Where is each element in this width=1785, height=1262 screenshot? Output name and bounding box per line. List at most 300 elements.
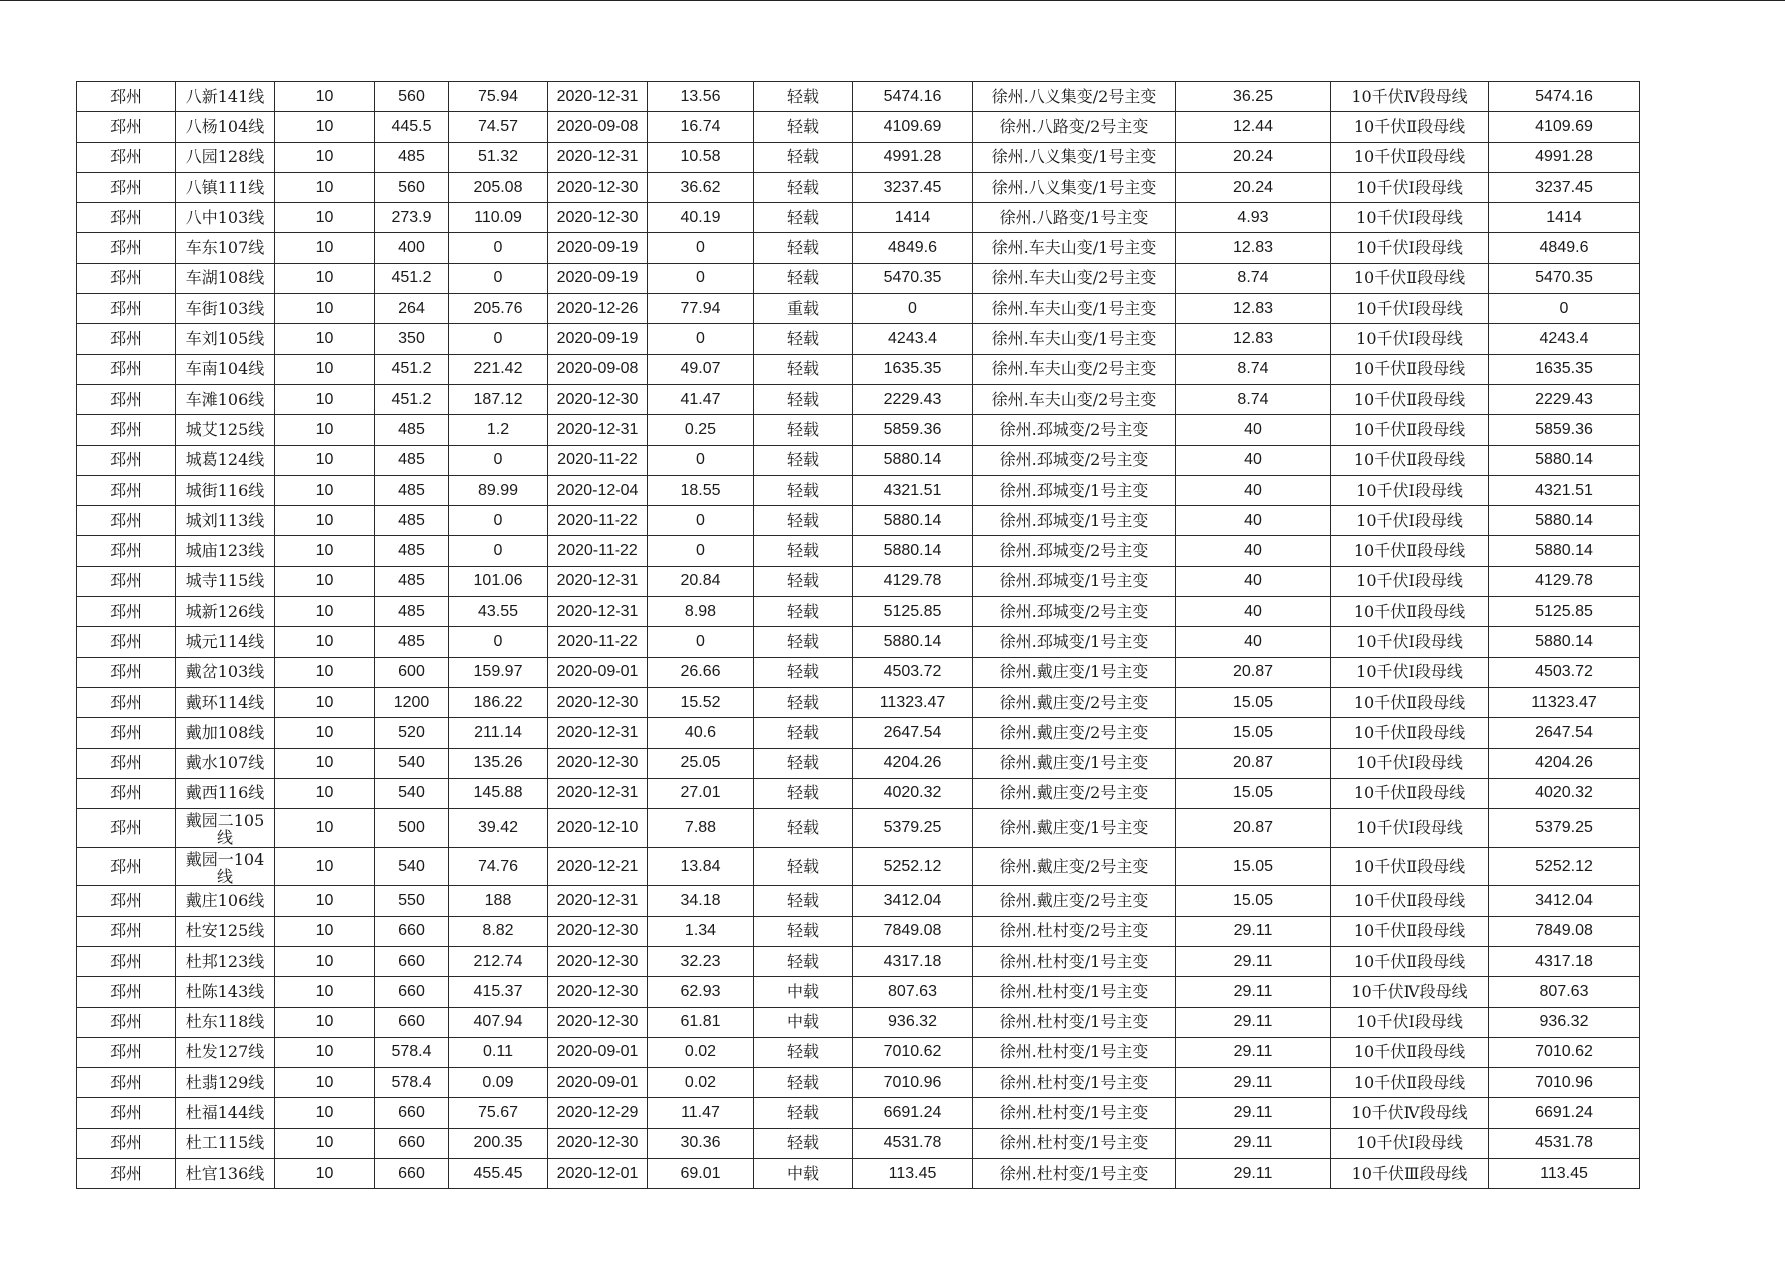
busbar-cell: 10千伏Ⅱ段母线 <box>1331 263 1489 293</box>
voltage-cell: 10 <box>275 445 375 475</box>
busbar-cell: 10千伏Ⅱ段母线 <box>1331 597 1489 627</box>
line-name-cell: 杜福144线 <box>176 1098 275 1128</box>
date-cell: 2020-12-31 <box>548 718 648 748</box>
county-cell: 邳州 <box>77 566 176 596</box>
busbar-cell: 10千伏Ⅱ段母线 <box>1331 536 1489 566</box>
load-status-cell: 轻载 <box>754 415 853 445</box>
voltage-cell: 10 <box>275 847 375 886</box>
date-cell: 2020-12-31 <box>548 82 648 112</box>
busbar-cell: 10千伏Ⅰ段母线 <box>1331 809 1489 848</box>
load-status-cell: 轻载 <box>754 475 853 505</box>
table-row <box>77 886 1640 916</box>
line-name-cell: 戴西116线 <box>176 778 275 808</box>
load-cell: 221.42 <box>449 354 548 384</box>
transformer-margin-cell: 40 <box>1176 536 1331 566</box>
table-row <box>77 1128 1640 1158</box>
line-name-cell: 杜陈143线 <box>176 977 275 1007</box>
transformer-cell: 徐州.车夫山变/1号主变 <box>973 324 1176 354</box>
busbar-cell: 10千伏Ⅰ段母线 <box>1331 172 1489 202</box>
line-name-cell: 杜官136线 <box>176 1158 275 1188</box>
capacity-cell: 451.2 <box>375 263 449 293</box>
date-cell: 2020-09-01 <box>548 1037 648 1067</box>
transformer-cell: 徐州.车夫山变/2号主变 <box>973 384 1176 414</box>
table-row <box>77 1158 1640 1188</box>
table-row <box>77 687 1640 717</box>
open-capacity-cell: 5252.12 <box>1489 847 1640 886</box>
available-capacity-cell: 807.63 <box>853 977 973 1007</box>
load-status-cell: 轻载 <box>754 1068 853 1098</box>
load-cell: 211.14 <box>449 718 548 748</box>
voltage-cell: 10 <box>275 916 375 946</box>
open-capacity-cell: 2229.43 <box>1489 384 1640 414</box>
table-row <box>77 172 1640 202</box>
busbar-cell: 10千伏Ⅱ段母线 <box>1331 886 1489 916</box>
load-rate-cell: 15.52 <box>648 687 754 717</box>
voltage-cell: 10 <box>275 1037 375 1067</box>
load-cell: 200.35 <box>449 1128 548 1158</box>
load-rate-cell: 11.47 <box>648 1098 754 1128</box>
available-capacity-cell: 4020.32 <box>853 778 973 808</box>
line-name-cell: 城艾125线 <box>176 415 275 445</box>
transformer-cell: 徐州.戴庄变/2号主变 <box>973 847 1176 886</box>
busbar-cell: 10千伏Ⅳ段母线 <box>1331 977 1489 1007</box>
capacity-cell: 500 <box>375 809 449 848</box>
load-rate-cell: 8.98 <box>648 597 754 627</box>
voltage-cell: 10 <box>275 233 375 263</box>
load-cell: 8.82 <box>449 916 548 946</box>
line-name-cell: 杜安125线 <box>176 916 275 946</box>
load-rate-cell: 0 <box>648 536 754 566</box>
load-status-cell: 轻载 <box>754 324 853 354</box>
voltage-cell: 10 <box>275 657 375 687</box>
date-cell: 2020-09-01 <box>548 657 648 687</box>
line-name-cell: 城寺115线 <box>176 566 275 596</box>
busbar-cell: 10千伏Ⅰ段母线 <box>1331 324 1489 354</box>
available-capacity-cell: 7010.62 <box>853 1037 973 1067</box>
available-capacity-cell: 5880.14 <box>853 627 973 657</box>
line-name-cell: 城葛124线 <box>176 445 275 475</box>
load-status-cell: 轻载 <box>754 172 853 202</box>
busbar-cell: 10千伏Ⅱ段母线 <box>1331 142 1489 172</box>
available-capacity-cell: 2229.43 <box>853 384 973 414</box>
county-cell: 邳州 <box>77 354 176 384</box>
table-row <box>77 809 1640 848</box>
capacity-cell: 485 <box>375 566 449 596</box>
transformer-margin-cell: 12.44 <box>1176 112 1331 142</box>
capacity-cell: 451.2 <box>375 384 449 414</box>
date-cell: 2020-09-01 <box>548 1068 648 1098</box>
busbar-cell: 10千伏Ⅱ段母线 <box>1331 718 1489 748</box>
open-capacity-cell: 5379.25 <box>1489 809 1640 848</box>
transformer-cell: 徐州.戴庄变/1号主变 <box>973 809 1176 848</box>
date-cell: 2020-12-26 <box>548 294 648 324</box>
open-capacity-cell: 5859.36 <box>1489 415 1640 445</box>
county-cell: 邳州 <box>77 324 176 354</box>
load-rate-cell: 0.25 <box>648 415 754 445</box>
load-cell: 51.32 <box>449 142 548 172</box>
table-row <box>77 112 1640 142</box>
line-name-cell: 戴环114线 <box>176 687 275 717</box>
busbar-cell: 10千伏Ⅰ段母线 <box>1331 748 1489 778</box>
open-capacity-cell: 7010.62 <box>1489 1037 1640 1067</box>
load-status-cell: 轻载 <box>754 506 853 536</box>
load-cell: 110.09 <box>449 203 548 233</box>
transformer-cell: 徐州.杜村变/1号主变 <box>973 1037 1176 1067</box>
transformer-margin-cell: 40 <box>1176 627 1331 657</box>
line-name-cell: 戴加108线 <box>176 718 275 748</box>
load-cell: 455.45 <box>449 1158 548 1188</box>
load-rate-cell: 0.02 <box>648 1037 754 1067</box>
available-capacity-cell: 1414 <box>853 203 973 233</box>
capacity-cell: 485 <box>375 142 449 172</box>
voltage-cell: 10 <box>275 475 375 505</box>
transformer-cell: 徐州.戴庄变/1号主变 <box>973 657 1176 687</box>
capacity-cell: 445.5 <box>375 112 449 142</box>
busbar-cell: 10千伏Ⅰ段母线 <box>1331 1128 1489 1158</box>
busbar-cell: 10千伏Ⅱ段母线 <box>1331 1068 1489 1098</box>
open-capacity-cell: 5880.14 <box>1489 506 1640 536</box>
transformer-cell: 徐州.邳城变/2号主变 <box>973 536 1176 566</box>
load-rate-cell: 0 <box>648 627 754 657</box>
load-status-cell: 轻载 <box>754 233 853 263</box>
load-rate-cell: 61.81 <box>648 1007 754 1037</box>
transformer-cell: 徐州.车夫山变/1号主变 <box>973 294 1176 324</box>
date-cell: 2020-12-30 <box>548 687 648 717</box>
transformer-cell: 徐州.杜村变/1号主变 <box>973 946 1176 976</box>
load-cell: 75.94 <box>449 82 548 112</box>
transformer-cell: 徐州.杜村变/1号主变 <box>973 1158 1176 1188</box>
load-rate-cell: 13.84 <box>648 847 754 886</box>
available-capacity-cell: 4317.18 <box>853 946 973 976</box>
county-cell: 邳州 <box>77 294 176 324</box>
capacity-cell: 578.4 <box>375 1068 449 1098</box>
load-cell: 415.37 <box>449 977 548 1007</box>
table-row <box>77 597 1640 627</box>
open-capacity-cell: 113.45 <box>1489 1158 1640 1188</box>
open-capacity-cell: 936.32 <box>1489 1007 1640 1037</box>
load-cell: 0 <box>449 627 548 657</box>
busbar-cell: 10千伏Ⅰ段母线 <box>1331 475 1489 505</box>
date-cell: 2020-11-22 <box>548 536 648 566</box>
voltage-cell: 10 <box>275 977 375 1007</box>
voltage-cell: 10 <box>275 203 375 233</box>
county-cell: 邳州 <box>77 82 176 112</box>
load-rate-cell: 1.34 <box>648 916 754 946</box>
date-cell: 2020-12-04 <box>548 475 648 505</box>
capacity-cell: 660 <box>375 1158 449 1188</box>
load-status-cell: 轻载 <box>754 1037 853 1067</box>
busbar-cell: 10千伏Ⅰ段母线 <box>1331 627 1489 657</box>
capacity-cell: 550 <box>375 886 449 916</box>
open-capacity-cell: 4204.26 <box>1489 748 1640 778</box>
line-name-cell: 车东107线 <box>176 233 275 263</box>
line-name-cell: 戴水107线 <box>176 748 275 778</box>
voltage-cell: 10 <box>275 263 375 293</box>
load-cell: 0.09 <box>449 1068 548 1098</box>
date-cell: 2020-12-30 <box>548 946 648 976</box>
capacity-cell: 485 <box>375 415 449 445</box>
voltage-cell: 10 <box>275 946 375 976</box>
load-rate-cell: 0 <box>648 233 754 263</box>
county-cell: 邳州 <box>77 977 176 1007</box>
capacity-cell: 485 <box>375 475 449 505</box>
line-name-cell: 八镇111线 <box>176 172 275 202</box>
capacity-cell: 540 <box>375 778 449 808</box>
line-name-cell: 戴岔103线 <box>176 657 275 687</box>
load-cell: 43.55 <box>449 597 548 627</box>
available-capacity-cell: 5252.12 <box>853 847 973 886</box>
table-row <box>77 536 1640 566</box>
capacity-cell: 400 <box>375 233 449 263</box>
load-rate-cell: 34.18 <box>648 886 754 916</box>
load-rate-cell: 10.58 <box>648 142 754 172</box>
table-row <box>77 977 1640 1007</box>
load-rate-cell: 20.84 <box>648 566 754 596</box>
load-cell: 74.57 <box>449 112 548 142</box>
transformer-margin-cell: 20.87 <box>1176 809 1331 848</box>
available-capacity-cell: 4321.51 <box>853 475 973 505</box>
transformer-cell: 徐州.邳城变/1号主变 <box>973 506 1176 536</box>
transformer-cell: 徐州.戴庄变/2号主变 <box>973 718 1176 748</box>
load-rate-cell: 36.62 <box>648 172 754 202</box>
date-cell: 2020-12-31 <box>548 886 648 916</box>
line-name-cell: 城街116线 <box>176 475 275 505</box>
county-cell: 邳州 <box>77 475 176 505</box>
transformer-cell: 徐州.邳城变/2号主变 <box>973 415 1176 445</box>
date-cell: 2020-12-31 <box>548 778 648 808</box>
date-cell: 2020-12-30 <box>548 172 648 202</box>
busbar-cell: 10千伏Ⅱ段母线 <box>1331 1037 1489 1067</box>
capacity-cell: 578.4 <box>375 1037 449 1067</box>
load-cell: 1.2 <box>449 415 548 445</box>
transformer-cell: 徐州.八义集变/1号主变 <box>973 172 1176 202</box>
open-capacity-cell: 6691.24 <box>1489 1098 1640 1128</box>
table-row <box>77 82 1640 112</box>
county-cell: 邳州 <box>77 687 176 717</box>
open-capacity-cell: 5880.14 <box>1489 536 1640 566</box>
county-cell: 邳州 <box>77 233 176 263</box>
available-capacity-cell: 113.45 <box>853 1158 973 1188</box>
load-status-cell: 轻载 <box>754 1098 853 1128</box>
busbar-cell: 10千伏Ⅰ段母线 <box>1331 1007 1489 1037</box>
voltage-cell: 10 <box>275 142 375 172</box>
line-name-cell: 车湖108线 <box>176 263 275 293</box>
load-cell: 187.12 <box>449 384 548 414</box>
table-row <box>77 1037 1640 1067</box>
available-capacity-cell: 3237.45 <box>853 172 973 202</box>
date-cell: 2020-12-01 <box>548 1158 648 1188</box>
load-rate-cell: 0 <box>648 324 754 354</box>
open-capacity-cell: 807.63 <box>1489 977 1640 1007</box>
load-status-cell: 轻载 <box>754 809 853 848</box>
transformer-cell: 徐州.邳城变/2号主变 <box>973 445 1176 475</box>
available-capacity-cell: 5880.14 <box>853 506 973 536</box>
load-cell: 89.99 <box>449 475 548 505</box>
load-status-cell: 轻载 <box>754 566 853 596</box>
busbar-cell: 10千伏Ⅰ段母线 <box>1331 506 1489 536</box>
voltage-cell: 10 <box>275 597 375 627</box>
table-row <box>77 263 1640 293</box>
voltage-cell: 10 <box>275 112 375 142</box>
transformer-margin-cell: 15.05 <box>1176 718 1331 748</box>
county-cell: 邳州 <box>77 657 176 687</box>
transformer-cell: 徐州.车夫山变/2号主变 <box>973 354 1176 384</box>
capacity-cell: 1200 <box>375 687 449 717</box>
transformer-cell: 徐州.杜村变/1号主变 <box>973 1098 1176 1128</box>
load-cell: 212.74 <box>449 946 548 976</box>
load-status-cell: 轻载 <box>754 445 853 475</box>
line-name-cell: 车南104线 <box>176 354 275 384</box>
voltage-cell: 10 <box>275 566 375 596</box>
load-cell: 186.22 <box>449 687 548 717</box>
date-cell: 2020-12-31 <box>548 142 648 172</box>
capacity-cell: 660 <box>375 1007 449 1037</box>
table-row <box>77 748 1640 778</box>
county-cell: 邳州 <box>77 916 176 946</box>
load-status-cell: 轻载 <box>754 627 853 657</box>
line-name-cell: 杜翡129线 <box>176 1068 275 1098</box>
date-cell: 2020-11-22 <box>548 506 648 536</box>
load-cell: 159.97 <box>449 657 548 687</box>
table-row <box>77 657 1640 687</box>
load-status-cell: 轻载 <box>754 203 853 233</box>
county-cell: 邳州 <box>77 263 176 293</box>
county-cell: 邳州 <box>77 748 176 778</box>
open-capacity-cell: 4531.78 <box>1489 1128 1640 1158</box>
load-cell: 188 <box>449 886 548 916</box>
available-capacity-cell: 5474.16 <box>853 82 973 112</box>
load-rate-cell: 0.02 <box>648 1068 754 1098</box>
load-status-cell: 轻载 <box>754 354 853 384</box>
line-name-cell: 杜工115线 <box>176 1128 275 1158</box>
load-rate-cell: 40.19 <box>648 203 754 233</box>
transformer-margin-cell: 29.11 <box>1176 1037 1331 1067</box>
voltage-cell: 10 <box>275 82 375 112</box>
line-name-cell: 杜东118线 <box>176 1007 275 1037</box>
line-name-cell: 八杨104线 <box>176 112 275 142</box>
transformer-margin-cell: 29.11 <box>1176 1068 1331 1098</box>
open-capacity-cell: 3412.04 <box>1489 886 1640 916</box>
voltage-cell: 10 <box>275 324 375 354</box>
available-capacity-cell: 4129.78 <box>853 566 973 596</box>
capacity-cell: 660 <box>375 946 449 976</box>
date-cell: 2020-09-08 <box>548 354 648 384</box>
load-cell: 0 <box>449 506 548 536</box>
line-name-cell: 戴园一104线 <box>176 847 275 886</box>
county-cell: 邳州 <box>77 847 176 886</box>
county-cell: 邳州 <box>77 809 176 848</box>
available-capacity-cell: 4109.69 <box>853 112 973 142</box>
data-table <box>76 81 1640 1189</box>
transformer-margin-cell: 8.74 <box>1176 384 1331 414</box>
line-name-cell: 城庙123线 <box>176 536 275 566</box>
load-cell: 145.88 <box>449 778 548 808</box>
transformer-cell: 徐州.杜村变/2号主变 <box>973 916 1176 946</box>
transformer-margin-cell: 12.83 <box>1176 233 1331 263</box>
county-cell: 邳州 <box>77 172 176 202</box>
transformer-margin-cell: 40 <box>1176 475 1331 505</box>
load-status-cell: 轻载 <box>754 1128 853 1158</box>
county-cell: 邳州 <box>77 597 176 627</box>
voltage-cell: 10 <box>275 506 375 536</box>
load-status-cell: 轻载 <box>754 748 853 778</box>
load-cell: 0 <box>449 445 548 475</box>
table-row <box>77 718 1640 748</box>
available-capacity-cell: 4204.26 <box>853 748 973 778</box>
load-cell: 0.11 <box>449 1037 548 1067</box>
county-cell: 邳州 <box>77 886 176 916</box>
busbar-cell: 10千伏Ⅱ段母线 <box>1331 847 1489 886</box>
transformer-margin-cell: 40 <box>1176 415 1331 445</box>
capacity-cell: 273.9 <box>375 203 449 233</box>
load-cell: 0 <box>449 536 548 566</box>
voltage-cell: 10 <box>275 1068 375 1098</box>
capacity-cell: 520 <box>375 718 449 748</box>
load-rate-cell: 16.74 <box>648 112 754 142</box>
load-status-cell: 轻载 <box>754 657 853 687</box>
transformer-margin-cell: 15.05 <box>1176 778 1331 808</box>
transformer-cell: 徐州.杜村变/1号主变 <box>973 977 1176 1007</box>
capacity-cell: 600 <box>375 657 449 687</box>
table-row <box>77 946 1640 976</box>
voltage-cell: 10 <box>275 778 375 808</box>
transformer-cell: 徐州.邳城变/2号主变 <box>973 597 1176 627</box>
date-cell: 2020-09-08 <box>548 112 648 142</box>
load-status-cell: 轻载 <box>754 597 853 627</box>
county-cell: 邳州 <box>77 1007 176 1037</box>
date-cell: 2020-12-30 <box>548 916 648 946</box>
load-status-cell: 重载 <box>754 294 853 324</box>
transformer-margin-cell: 8.74 <box>1176 354 1331 384</box>
county-cell: 邳州 <box>77 536 176 566</box>
table-row <box>77 475 1640 505</box>
capacity-cell: 485 <box>375 627 449 657</box>
available-capacity-cell: 5125.85 <box>853 597 973 627</box>
load-rate-cell: 25.05 <box>648 748 754 778</box>
open-capacity-cell: 4243.4 <box>1489 324 1640 354</box>
transformer-margin-cell: 29.11 <box>1176 1128 1331 1158</box>
transformer-margin-cell: 40 <box>1176 566 1331 596</box>
county-cell: 邳州 <box>77 627 176 657</box>
county-cell: 邳州 <box>77 718 176 748</box>
load-status-cell: 轻载 <box>754 946 853 976</box>
date-cell: 2020-09-19 <box>548 233 648 263</box>
table-row <box>77 142 1640 172</box>
busbar-cell: 10千伏Ⅱ段母线 <box>1331 687 1489 717</box>
load-cell: 0 <box>449 233 548 263</box>
load-rate-cell: 41.47 <box>648 384 754 414</box>
transformer-margin-cell: 29.11 <box>1176 1098 1331 1128</box>
voltage-cell: 10 <box>275 886 375 916</box>
transformer-cell: 徐州.戴庄变/2号主变 <box>973 886 1176 916</box>
open-capacity-cell: 4849.6 <box>1489 233 1640 263</box>
transformer-cell: 徐州.八义集变/1号主变 <box>973 142 1176 172</box>
load-status-cell: 轻载 <box>754 142 853 172</box>
line-name-cell: 八园128线 <box>176 142 275 172</box>
busbar-cell: 10千伏Ⅳ段母线 <box>1331 1098 1489 1128</box>
date-cell: 2020-12-30 <box>548 1007 648 1037</box>
date-cell: 2020-12-30 <box>548 977 648 1007</box>
voltage-cell: 10 <box>275 172 375 202</box>
transformer-cell: 徐州.八路变/1号主变 <box>973 203 1176 233</box>
open-capacity-cell: 5880.14 <box>1489 627 1640 657</box>
county-cell: 邳州 <box>77 1098 176 1128</box>
load-cell: 205.08 <box>449 172 548 202</box>
voltage-cell: 10 <box>275 1158 375 1188</box>
transformer-margin-cell: 29.11 <box>1176 1007 1331 1037</box>
available-capacity-cell: 4503.72 <box>853 657 973 687</box>
capacity-cell: 660 <box>375 1098 449 1128</box>
